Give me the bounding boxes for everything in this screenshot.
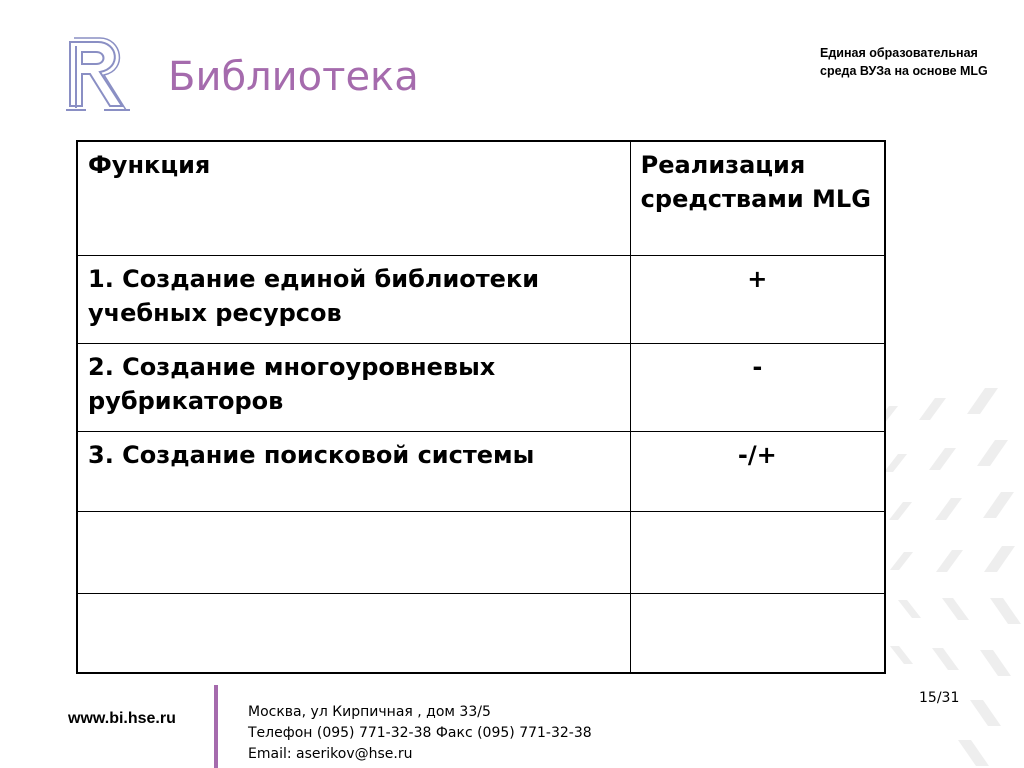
hse-logo-icon xyxy=(64,34,132,112)
header-note xyxy=(820,44,1020,80)
footer-divider xyxy=(214,685,218,768)
table-row xyxy=(77,343,885,431)
footer-address xyxy=(248,702,592,765)
function-cell xyxy=(77,511,630,593)
implementation-cell: -/+ xyxy=(630,431,885,511)
column-header-implementation: Реализация средствами MLG xyxy=(630,141,885,255)
email-line: Email: aserikov@hse.ru xyxy=(248,746,413,762)
table-row xyxy=(77,593,885,673)
address-line: Москва, ул Кирпичная , дом 33/5 xyxy=(248,704,491,720)
function-cell xyxy=(77,593,630,673)
column-header-function: Функция xyxy=(77,141,630,255)
functions-table xyxy=(76,140,886,674)
implementation-cell: - xyxy=(630,343,885,431)
table-row xyxy=(77,431,885,511)
table-header-row xyxy=(77,141,885,255)
slide-title: Библиотека xyxy=(168,54,419,100)
phone-line: Телефон (095) 771-32-38 Факс (095) 771-32-38 xyxy=(248,725,592,741)
header-note-line: Единая образовательная xyxy=(820,46,978,60)
implementation-cell: + xyxy=(630,255,885,343)
footer-website-link[interactable]: www.bi.hse.ru xyxy=(68,710,176,727)
function-cell: 2. Создание многоуровневых рубрикаторов xyxy=(77,343,630,431)
table-row xyxy=(77,511,885,593)
page-number: 15/31 xyxy=(919,690,960,706)
function-cell: 1. Создание единой библиотеки учебных ресурсов xyxy=(77,255,630,343)
function-cell: 3. Создание поисковой системы xyxy=(77,431,630,511)
table-row xyxy=(77,255,885,343)
implementation-cell xyxy=(630,593,885,673)
header-note-line: среда ВУЗа на основе MLG xyxy=(820,64,988,78)
implementation-cell xyxy=(630,511,885,593)
